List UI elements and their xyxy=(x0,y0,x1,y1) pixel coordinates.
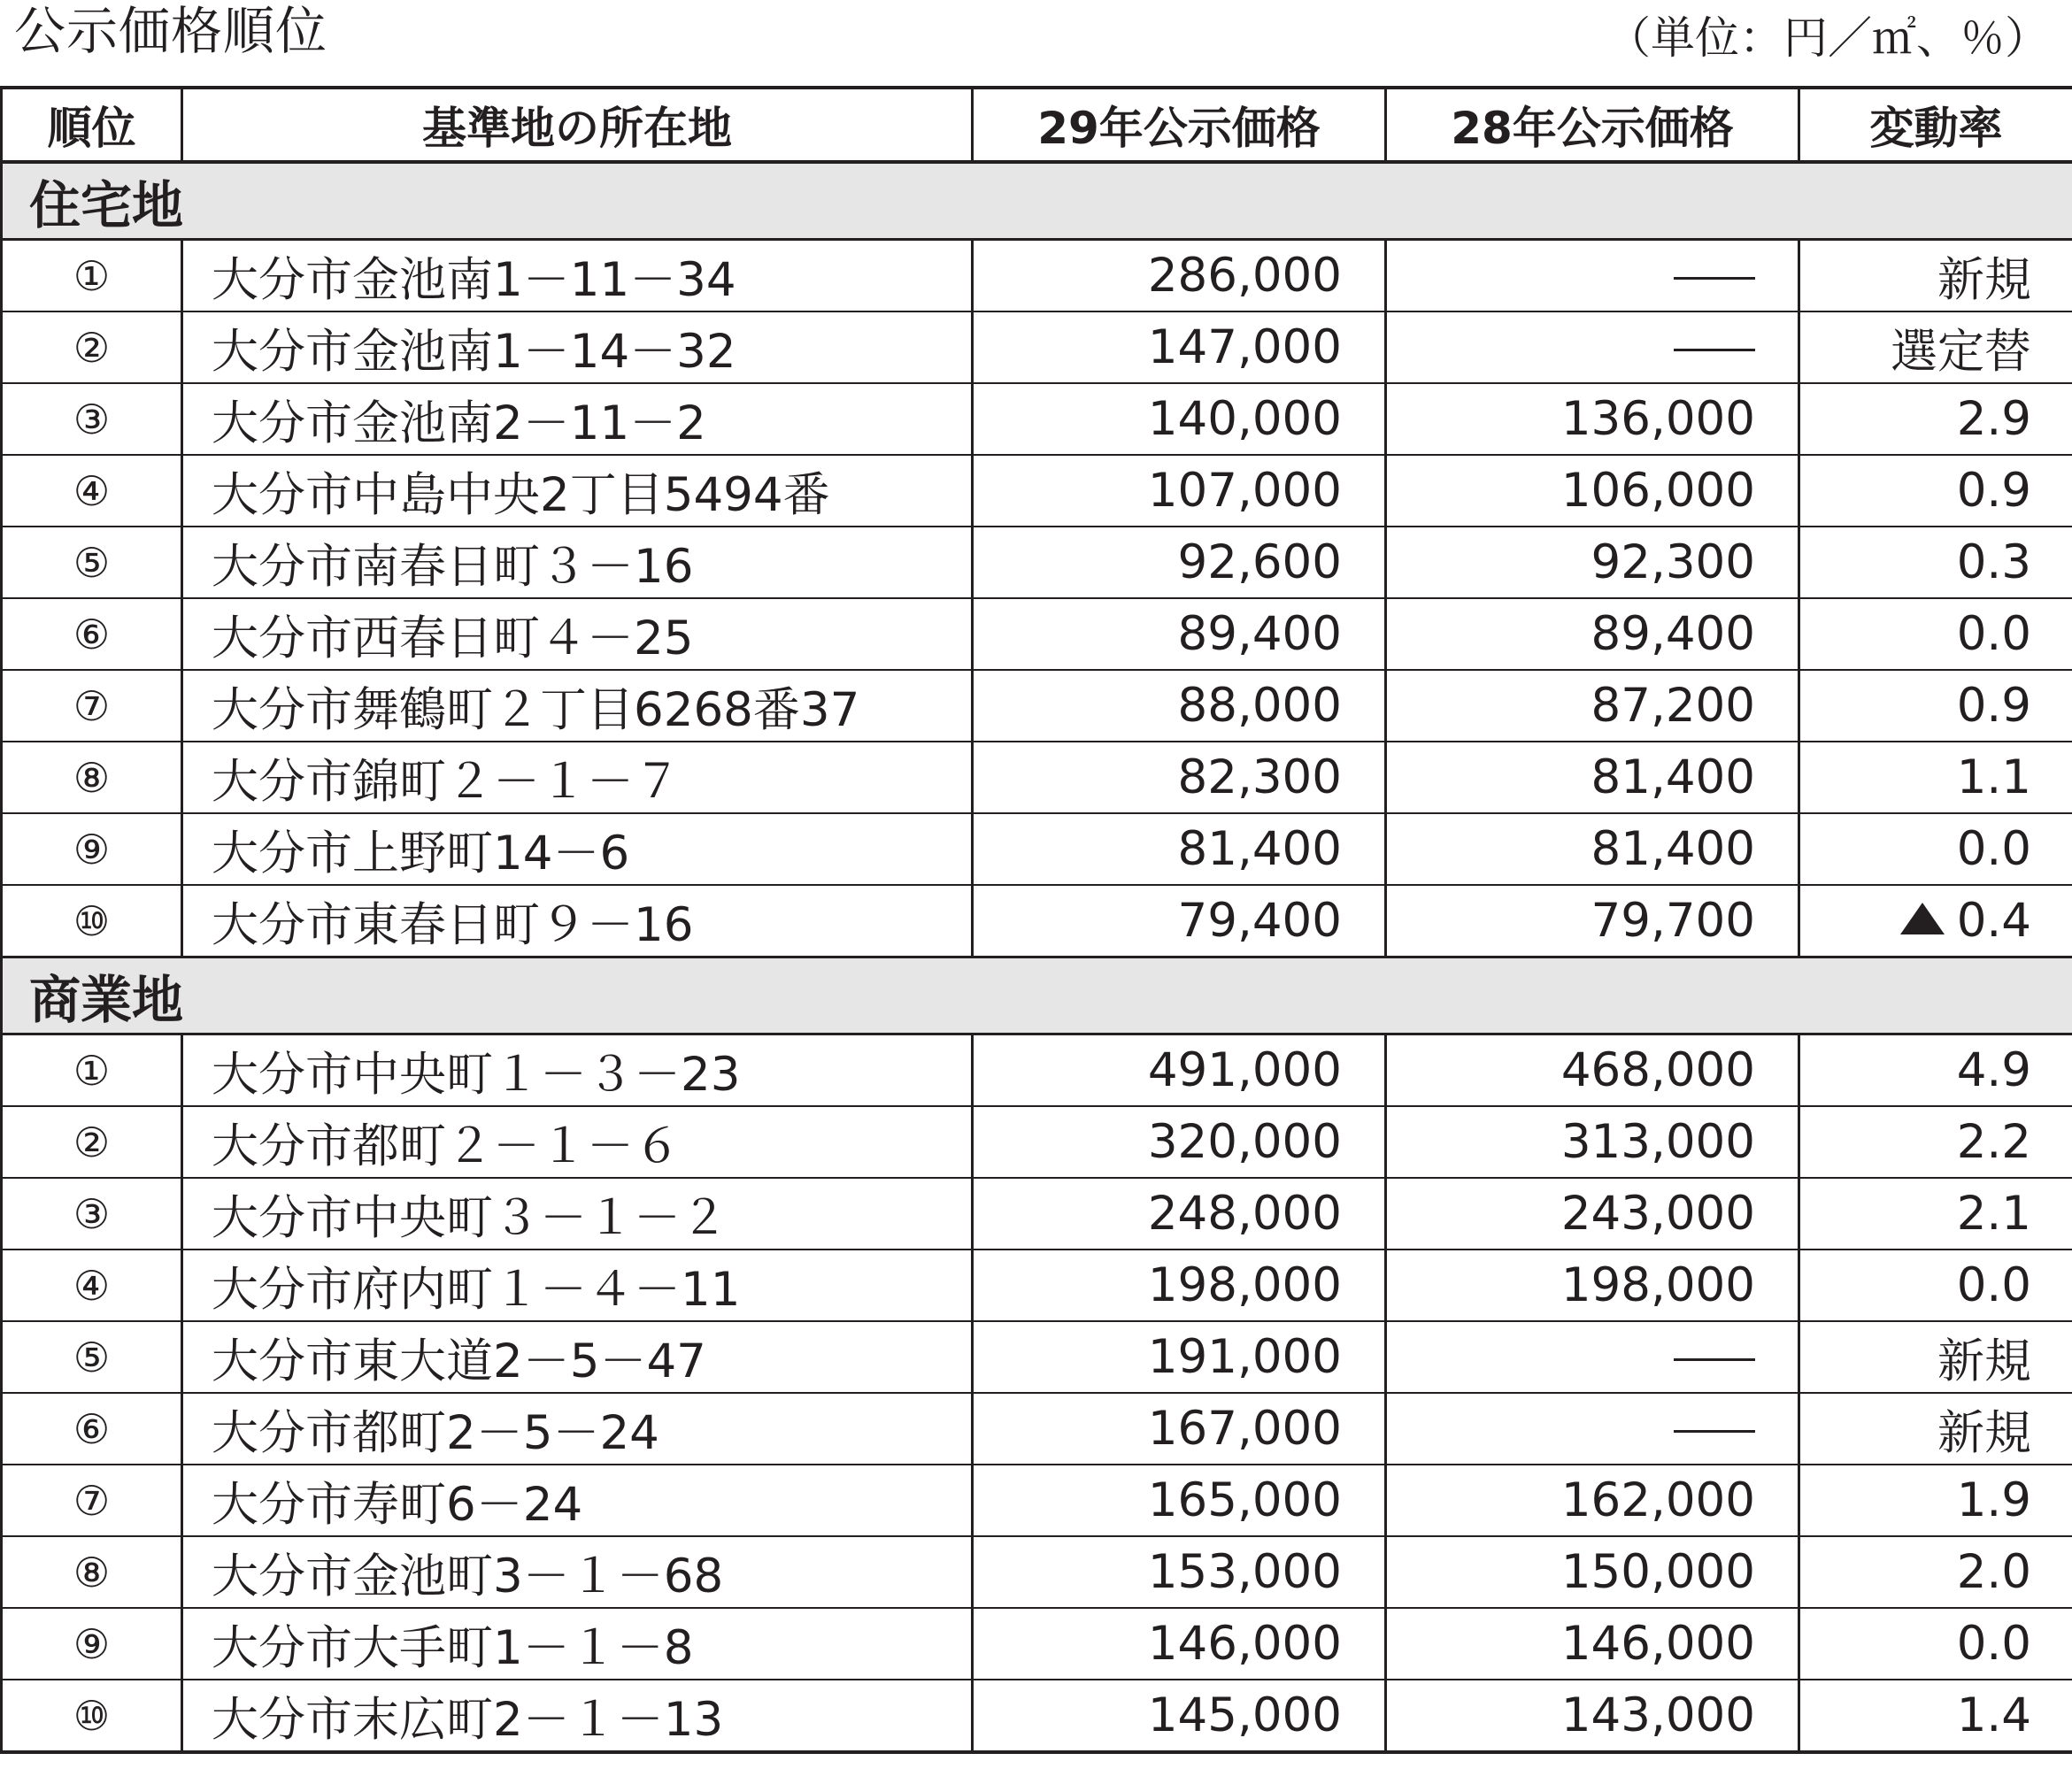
change-cell xyxy=(1799,1321,2072,1393)
change-cell xyxy=(1799,527,2072,598)
change-value: 2.0 xyxy=(1956,1545,2031,1599)
price-29-cell: 146,000 xyxy=(973,1608,1386,1680)
change-cell xyxy=(1799,311,2072,383)
price-29-cell: 286,000 xyxy=(973,240,1386,312)
table-row xyxy=(2,455,2072,527)
location-cell: 大分市府内町１－４－11 xyxy=(182,1250,973,1321)
location-cell: 大分市西春日町４－25 xyxy=(182,598,973,670)
price-28-cell: 198,000 xyxy=(1386,1250,1799,1321)
change-cell xyxy=(1799,670,2072,742)
header-change: 変動率 xyxy=(1799,88,2072,162)
change-cell xyxy=(1799,1178,2072,1250)
change-cell xyxy=(1799,1034,2072,1107)
location-cell: 大分市寿町6－24 xyxy=(182,1465,973,1536)
change-value: 2.1 xyxy=(1956,1187,2031,1241)
table-row xyxy=(2,1034,2072,1107)
location-cell: 大分市都町２－１－６ xyxy=(182,1106,973,1178)
price-28-cell: 106,000 xyxy=(1386,455,1799,527)
rank-cell: ② xyxy=(2,311,182,383)
price-28-cell: 92,300 xyxy=(1386,527,1799,598)
location-cell: 大分市大手町1－１－8 xyxy=(182,1608,973,1680)
location-cell: 大分市東大道2－5－47 xyxy=(182,1321,973,1393)
change-cell xyxy=(1799,742,2072,813)
location-cell: 大分市上野町14－6 xyxy=(182,813,973,885)
change-cell xyxy=(1799,1250,2072,1321)
change-cell xyxy=(1799,455,2072,527)
table-row xyxy=(2,1250,2072,1321)
price-29-cell: 140,000 xyxy=(973,383,1386,455)
change-value: 新規 xyxy=(1937,252,2031,307)
header-rank: 順位 xyxy=(2,88,182,162)
table-body xyxy=(2,162,2072,1752)
table-row xyxy=(2,598,2072,670)
no-data-dash xyxy=(1674,277,1755,280)
price-29-cell: 165,000 xyxy=(973,1465,1386,1536)
price-29-cell: 320,000 xyxy=(973,1106,1386,1178)
rank-cell: ⑤ xyxy=(2,527,182,598)
change-value: 2.2 xyxy=(1956,1115,2031,1169)
rank-cell: ⑩ xyxy=(2,1680,182,1752)
location-cell: 大分市南春日町３－16 xyxy=(182,527,973,598)
change-value: 新規 xyxy=(1937,1334,2031,1388)
change-cell xyxy=(1799,598,2072,670)
price-28-cell: 136,000 xyxy=(1386,383,1799,455)
rank-cell: ⑧ xyxy=(2,1536,182,1608)
table-row xyxy=(2,1178,2072,1250)
table-row xyxy=(2,1680,2072,1752)
price-28-cell: 81,400 xyxy=(1386,813,1799,885)
price-ranking-table xyxy=(0,86,2072,1754)
section-title: 商業地 xyxy=(2,957,2072,1034)
rank-cell: ⑥ xyxy=(2,1393,182,1465)
price-28-cell: 89,400 xyxy=(1386,598,1799,670)
change-cell xyxy=(1799,885,2072,957)
no-data-dash xyxy=(1674,1358,1755,1361)
price-28-cell: 468,000 xyxy=(1386,1034,1799,1107)
change-value: 0.0 xyxy=(1956,1258,2031,1312)
change-cell xyxy=(1799,1106,2072,1178)
price-29-cell: 248,000 xyxy=(973,1178,1386,1250)
rank-cell: ⑥ xyxy=(2,598,182,670)
section-row xyxy=(2,957,2072,1034)
table-row xyxy=(2,742,2072,813)
change-value: 1.1 xyxy=(1956,750,2031,804)
location-cell: 大分市舞鶴町２丁目6268番37 xyxy=(182,670,973,742)
price-29-cell: 81,400 xyxy=(973,813,1386,885)
change-value: 1.4 xyxy=(1956,1688,2031,1742)
price-28-cell: 243,000 xyxy=(1386,1178,1799,1250)
section-title: 住宅地 xyxy=(2,162,2072,240)
change-value: 0.9 xyxy=(1956,464,2031,518)
header-location: 基準地の所在地 xyxy=(182,88,973,162)
price-29-cell: 79,400 xyxy=(973,885,1386,957)
price-28-cell: 150,000 xyxy=(1386,1536,1799,1608)
table-row xyxy=(2,670,2072,742)
location-cell: 大分市都町2－5－24 xyxy=(182,1393,973,1465)
price-29-cell: 88,000 xyxy=(973,670,1386,742)
table-row xyxy=(2,383,2072,455)
table-row xyxy=(2,885,2072,957)
location-cell: 大分市東春日町９－16 xyxy=(182,885,973,957)
change-value: 新規 xyxy=(1937,1405,2031,1460)
price-29-cell: 89,400 xyxy=(973,598,1386,670)
price-28-cell: 79,700 xyxy=(1386,885,1799,957)
table-row xyxy=(2,240,2072,312)
change-cell xyxy=(1799,813,2072,885)
price-29-cell: 92,600 xyxy=(973,527,1386,598)
table-row xyxy=(2,527,2072,598)
price-28-cell: 81,400 xyxy=(1386,742,1799,813)
price-29-cell: 147,000 xyxy=(973,311,1386,383)
price-29-cell: 198,000 xyxy=(973,1250,1386,1321)
rank-cell: ① xyxy=(2,1034,182,1107)
table-row xyxy=(2,1465,2072,1536)
price-29-cell: 491,000 xyxy=(973,1034,1386,1107)
change-value: 2.9 xyxy=(1956,392,2031,446)
rank-cell: ⑦ xyxy=(2,670,182,742)
change-value: 0.3 xyxy=(1956,535,2031,589)
table-row xyxy=(2,1608,2072,1680)
location-cell: 大分市金池南2－11－2 xyxy=(182,383,973,455)
change-value: 選定替 xyxy=(1891,324,2031,379)
price-28-cell: 146,000 xyxy=(1386,1608,1799,1680)
change-value: 4.9 xyxy=(1956,1043,2031,1097)
price-29-cell: 153,000 xyxy=(973,1536,1386,1608)
price-28-cell xyxy=(1386,311,1799,383)
location-cell: 大分市金池南1－14－32 xyxy=(182,311,973,383)
price-29-cell: 107,000 xyxy=(973,455,1386,527)
location-cell: 大分市中央町３－１－２ xyxy=(182,1178,973,1250)
change-cell xyxy=(1799,240,2072,312)
location-cell: 大分市末広町2－１－13 xyxy=(182,1680,973,1752)
location-cell: 大分市錦町２－１－７ xyxy=(182,742,973,813)
rank-cell: ⑨ xyxy=(2,813,182,885)
change-cell xyxy=(1799,1680,2072,1752)
change-cell xyxy=(1799,383,2072,455)
price-29-cell: 145,000 xyxy=(973,1680,1386,1752)
location-cell: 大分市中島中央2丁目5494番 xyxy=(182,455,973,527)
rank-cell: ⑩ xyxy=(2,885,182,957)
negative-triangle-icon xyxy=(1900,903,1945,934)
table-row xyxy=(2,1536,2072,1608)
rank-cell: ④ xyxy=(2,1250,182,1321)
location-cell: 大分市金池町3－１－68 xyxy=(182,1536,973,1608)
change-value: 0.4 xyxy=(1956,894,2031,948)
price-29-cell: 191,000 xyxy=(973,1321,1386,1393)
rank-cell: ⑧ xyxy=(2,742,182,813)
rank-cell: ③ xyxy=(2,383,182,455)
rank-cell: ⑤ xyxy=(2,1321,182,1393)
change-value: 1.9 xyxy=(1956,1473,2031,1527)
rank-cell: ③ xyxy=(2,1178,182,1250)
location-cell: 大分市中央町１－３－23 xyxy=(182,1034,973,1107)
page-title: 公示価格順位 xyxy=(14,1,328,61)
section-row xyxy=(2,162,2072,240)
change-value: 0.9 xyxy=(1956,679,2031,733)
price-28-cell: 143,000 xyxy=(1386,1680,1799,1752)
unit-note: （単位：円／㎡、％） xyxy=(1606,12,2049,64)
change-cell xyxy=(1799,1536,2072,1608)
price-29-cell: 167,000 xyxy=(973,1393,1386,1465)
location-cell: 大分市金池南1－11－34 xyxy=(182,240,973,312)
header-price-29: 29年公示価格 xyxy=(973,88,1386,162)
table-row xyxy=(2,311,2072,383)
no-data-dash xyxy=(1674,349,1755,351)
rank-cell: ① xyxy=(2,240,182,312)
header-price-28: 28年公示価格 xyxy=(1386,88,1799,162)
rank-cell: ⑦ xyxy=(2,1465,182,1536)
header-row xyxy=(2,88,2072,162)
price-28-cell xyxy=(1386,240,1799,312)
price-28-cell: 162,000 xyxy=(1386,1465,1799,1536)
table-row xyxy=(2,1106,2072,1178)
rank-cell: ⑨ xyxy=(2,1608,182,1680)
no-data-dash xyxy=(1674,1430,1755,1433)
price-28-cell xyxy=(1386,1393,1799,1465)
change-cell xyxy=(1799,1393,2072,1465)
price-28-cell xyxy=(1386,1321,1799,1393)
table-row xyxy=(2,813,2072,885)
table-row xyxy=(2,1321,2072,1393)
change-cell xyxy=(1799,1608,2072,1680)
change-value: 0.0 xyxy=(1956,1617,2031,1671)
rank-cell: ② xyxy=(2,1106,182,1178)
change-value: 0.0 xyxy=(1956,822,2031,876)
price-29-cell: 82,300 xyxy=(973,742,1386,813)
change-value: 0.0 xyxy=(1956,607,2031,661)
change-cell xyxy=(1799,1465,2072,1536)
price-28-cell: 87,200 xyxy=(1386,670,1799,742)
price-28-cell: 313,000 xyxy=(1386,1106,1799,1178)
rank-cell: ④ xyxy=(2,455,182,527)
table-row xyxy=(2,1393,2072,1465)
